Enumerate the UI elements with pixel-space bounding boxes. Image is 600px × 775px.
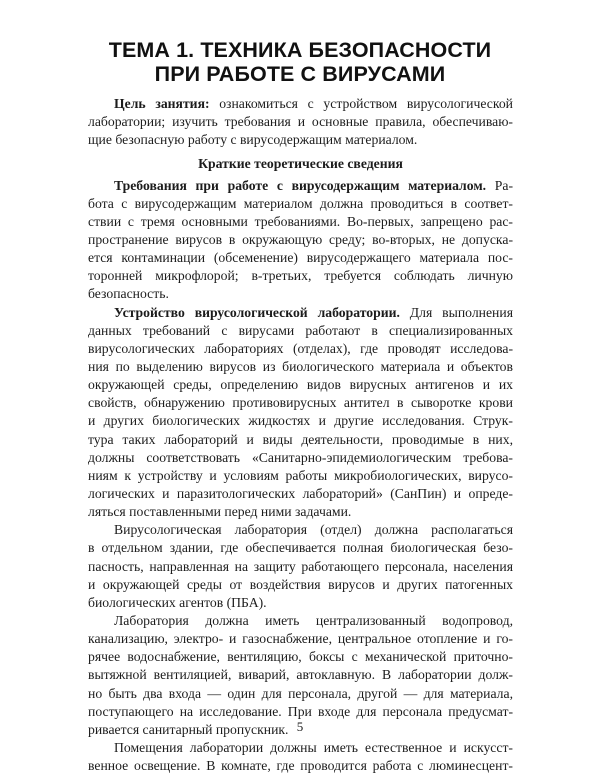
requirements-paragraph: Требования при работе с вирусодержащим материалом. Ра- бота с вирусодержащим материалом должна проводиться в соответ- ствии с тремя основными требованиями. Во-первых, запрещено рас- пространение вирусов в окружающую среду; во-вторых, не допуска- ется контаминации (обсеменение) вирусодержащего материала пос- торонней микрофлорой; в-третьих, требуется соблюдать личную безопасность. — [88, 177, 513, 302]
goal-label: Цель занятия: — [114, 96, 210, 111]
lab-utilities-paragraph: Лаборатория должна иметь централизованный водопровод, канализацию, электро- и газоснабжение, центральное отопление и го- рячее водоснабжение, вентиляцию, боксы с механической приточно- вытяжной вентиляцией, виварий, автоклавную. В лаборатории долж- но быть два входа — один для персонала, другой — для материала, поступающего на исследование. При входе для персонала предусмат- ривается санитарный пропускник. — [88, 612, 513, 737]
lab-location-paragraph: Вирусологическая лаборатория (отдел) должна располагаться в отдельном здании, где обеспечивается полная биологическая безо- пасность, направленная на защиту работающего персонала, населения и окружающей среды от воздействия вирусов и других патогенных биологических агентов (ПБА). — [88, 522, 513, 610]
requirements-label: Требования при работе с вирусодержащим материалом. — [114, 177, 487, 193]
lab-device-label: Устройство вирусологической лаборатории. — [114, 304, 400, 320]
lab-lighting-paragraph: Помещения лаборатории должны иметь естественное и искусст- венное освещение. В комнате, где проводится работа с люминесцент- — [88, 739, 513, 774]
page-number: 5 — [296, 719, 304, 734]
goal-paragraph: Цель занятия: ознакомиться с устройством вирусологической лаборатории; изучить требования и основные правила, обеспечиваю- щие безопасную работу с вирусодержащим материалом. — [88, 96, 513, 148]
chapter-title-line-1: ТЕМА 1. ТЕХНИКА БЕЗОПАСНОСТИ — [108, 38, 492, 62]
chapter-title-line-2: ПРИ РАБОТЕ С ВИРУСАМИ — [154, 62, 446, 86]
document-body — [88, 95, 513, 775]
section-heading: Краткие теоретические сведения — [198, 156, 403, 172]
lab-device-paragraph: Устройство вирусологической лаборатории. Для выполнения данных требований с вирусами работают в специализированных вирусологических лабораториях (отделах), где проводят исследова- ния по выделению вирусов из биологического материала и объектов окружающей среды, определению видов вирусных антигенов и их свойств, обнаружению противовирусных антител в сыворотке крови и других биологических жидкостях и другие исследования. Струк- тура таких лабораторий и виды деятельности, проводимые в них, должны соответствовать «Санитарно-эпидемиологическим требова- ниям к устройству и условиям работы микробиологических, вирусо- логических и паразитологических лабораторий» (СанПин) и опреде- ляться поставленными перед ними задачами. — [88, 304, 513, 520]
